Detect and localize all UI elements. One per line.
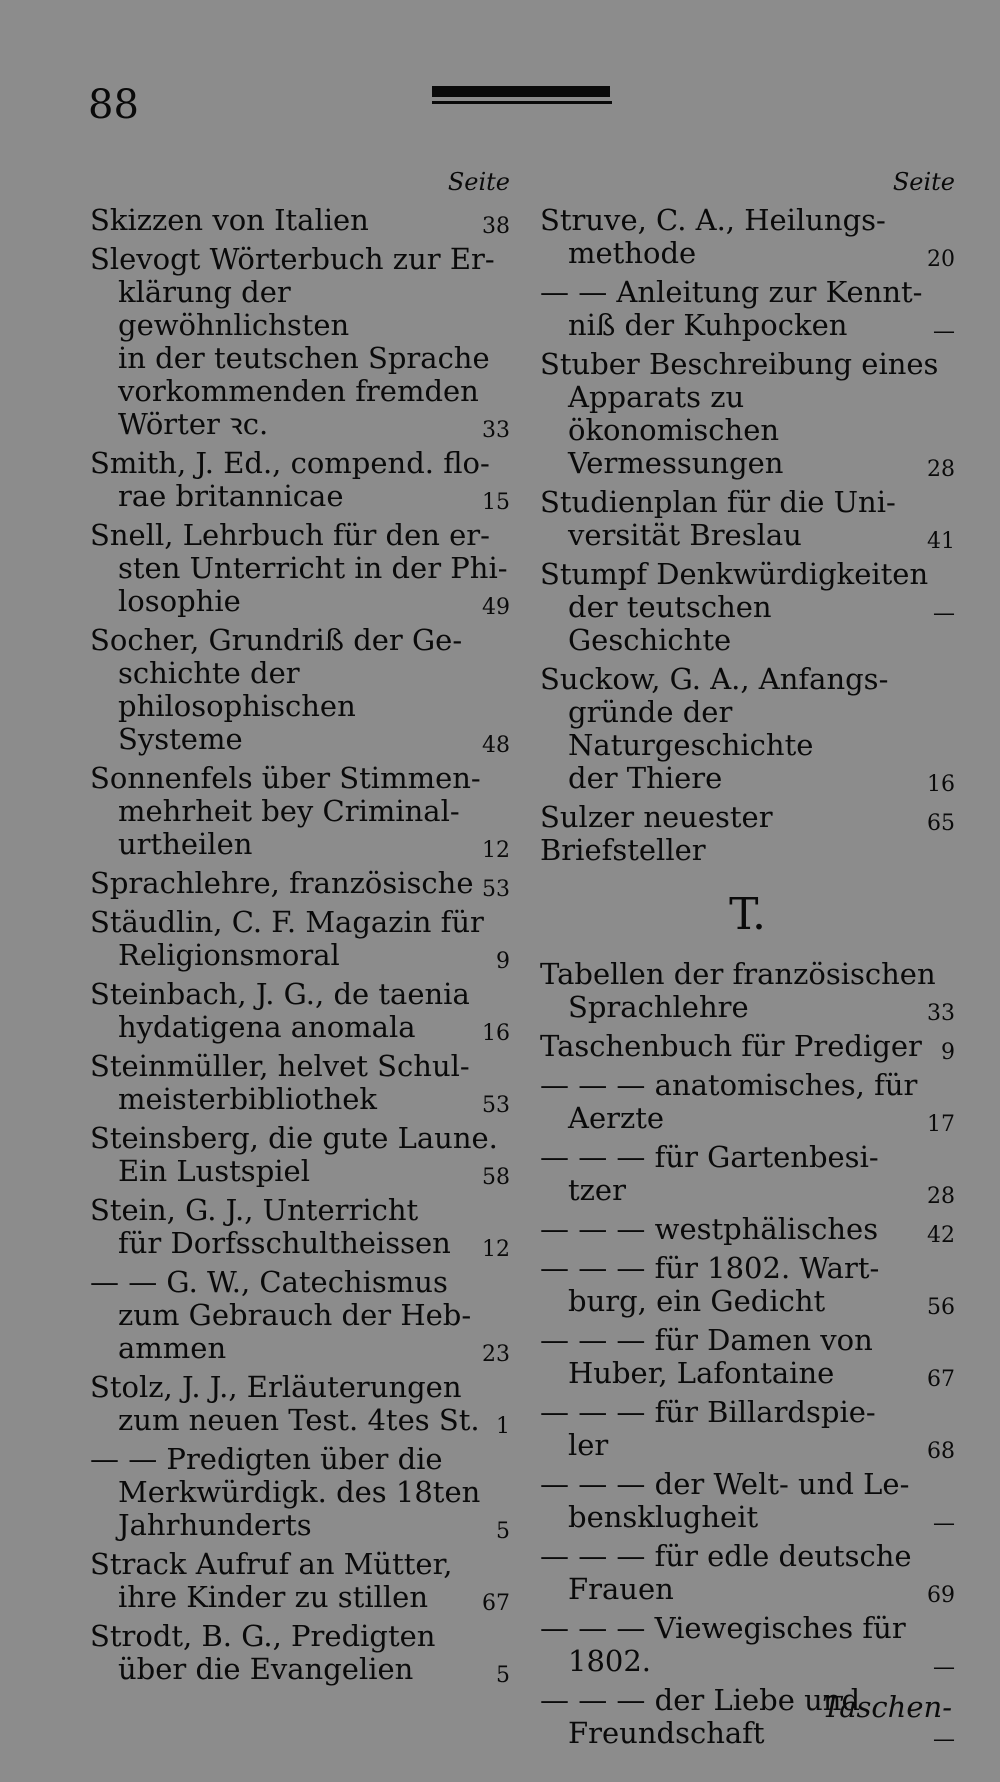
entry-page-number: 5 [496, 1519, 510, 1544]
entry-heading-line: — — — für 1802. Wart- [540, 1251, 880, 1285]
entry-page-number: 42 [927, 1223, 955, 1248]
entry-page-number: — [933, 1511, 955, 1536]
entry-continuation-line: 53 meisterbibliothek [90, 1083, 510, 1116]
index-entry [540, 663, 955, 795]
entry-heading-line: 9 Taschenbuch für Prediger [540, 1030, 955, 1063]
entry-continuation-line: sten Unterricht in der Phi- [118, 551, 508, 585]
entry-continuation-line: — niß der Kuhpocken [540, 309, 955, 342]
index-entry [90, 1266, 510, 1365]
index-entry [90, 867, 510, 900]
index-entry [90, 1620, 510, 1686]
entry-page-number: — [933, 1727, 955, 1752]
entry-continuation-line: 5 über die Evangelien [90, 1653, 510, 1686]
entry-heading-line: — — — für Gartenbesi- [540, 1140, 879, 1174]
header-ornament-rule [432, 84, 612, 108]
entry-continuation-line: 33 Sprachlehre [540, 991, 955, 1024]
entry-heading-line: 42 — — — westphälisches [540, 1213, 955, 1246]
entry-page-number: 5 [496, 1663, 510, 1688]
entry-page-number: 20 [927, 247, 955, 272]
entry-heading-line: Socher, Grundriß der Ge- [90, 623, 463, 657]
entry-page-number: 67 [482, 1591, 510, 1616]
index-entry [540, 1324, 955, 1390]
entry-heading-line: Stäudlin, C. F. Magazin für [90, 905, 484, 939]
entry-heading-line: — — Predigten über die [90, 1442, 443, 1476]
entry-heading-line: — — — für edle deutsche [540, 1539, 912, 1573]
index-entry [540, 1069, 955, 1135]
index-entry [90, 1443, 510, 1542]
index-entry [90, 204, 510, 237]
entry-page-number: 15 [482, 490, 510, 515]
entry-continuation-line: 28 tzer [540, 1174, 955, 1207]
entry-heading-line: Stolz, J. J., Erläuterungen [90, 1370, 462, 1404]
index-entry [540, 276, 955, 342]
index-entry [540, 1141, 955, 1207]
entry-heading-line: Tabellen der französischen [540, 957, 936, 991]
entry-page-number: 48 [482, 733, 510, 758]
entry-heading-line: Strodt, B. G., Predigten [90, 1619, 436, 1653]
entry-continuation-line: Merkwürdigk. des 18ten [118, 1475, 481, 1509]
entry-page-number: 16 [927, 772, 955, 797]
entry-continuation-line: vorkommenden fremden [118, 374, 479, 408]
entry-page-number: 56 [927, 1295, 955, 1320]
entry-continuation-line: in der teutschen Sprache [118, 341, 490, 375]
entry-page-number: 53 [482, 1093, 510, 1118]
entry-page-number: — [933, 1655, 955, 1680]
index-entry [90, 1548, 510, 1614]
entry-page-number: 1 [496, 1414, 510, 1439]
entry-continuation-line: schichte der philosophischen [118, 656, 356, 723]
entry-continuation-line: 1 zum neuen Test. 4tes St. [90, 1404, 510, 1437]
entry-page-number: 23 [482, 1342, 510, 1367]
index-entry [90, 1122, 510, 1188]
entry-continuation-line: zum Gebrauch der Heb- [118, 1298, 472, 1332]
entry-heading-line: — — — der Liebe und [540, 1683, 861, 1717]
index-entry [90, 906, 510, 972]
entry-continuation-line: 5 Jahrhunderts [90, 1509, 510, 1542]
entry-heading-line: Steinbach, J. G., de taenia [90, 977, 470, 1011]
entry-continuation-line: 16 der Thiere [540, 762, 955, 795]
entry-continuation-line: klärung der gewöhnlichsten [118, 275, 350, 342]
entry-heading-line: Stuber Beschreibung eines [540, 347, 939, 381]
entry-heading-line: Steinsberg, die gute Laune. [90, 1121, 498, 1155]
entry-page-number: 9 [941, 1040, 955, 1065]
entry-continuation-line: 12 urtheilen [90, 828, 510, 861]
entry-page-number: 38 [482, 214, 510, 239]
page-number: 88 [88, 82, 139, 128]
entry-continuation-line: 9 Religionsmoral [90, 939, 510, 972]
entry-page-number: — [933, 601, 955, 626]
index-entry [90, 243, 510, 441]
entry-continuation-line: 23 ammen [90, 1332, 510, 1365]
entry-heading-line: 65 Sulzer neuester Briefsteller [540, 800, 955, 867]
entry-heading-line: Snell, Lehrbuch für den er- [90, 518, 490, 552]
entry-heading-line: Steinmüller, helvet Schul- [90, 1049, 470, 1083]
entry-continuation-line: 49 losophie [90, 585, 510, 618]
entry-continuation-line: 41 versität Breslau [540, 519, 955, 552]
index-column-left [90, 168, 510, 1692]
entry-continuation-line: 33 Wörter ꝛc. [90, 408, 510, 441]
entry-page-number: 33 [482, 418, 510, 443]
index-entry [90, 519, 510, 618]
index-entry [540, 486, 955, 552]
entry-heading-line: — — — Viewegisches für [540, 1611, 906, 1645]
index-entry [540, 801, 955, 867]
index-entry [540, 204, 955, 270]
entry-page-number: — [933, 319, 955, 344]
index-entry [90, 978, 510, 1044]
entry-heading-line: Stein, G. J., Unterricht [90, 1193, 419, 1227]
index-entry [90, 762, 510, 861]
index-entry [540, 1396, 955, 1462]
index-entry [540, 1030, 955, 1063]
entry-heading-line: Smith, J. Ed., compend. flo- [90, 446, 490, 480]
index-entry [90, 1050, 510, 1116]
index-column-right [540, 168, 955, 1756]
column-header-seite: Seite [447, 168, 510, 196]
entry-continuation-line: — bensklugheit [540, 1501, 955, 1534]
entry-continuation-line: Apparats zu ökonomischen [568, 380, 780, 447]
entry-continuation-line: 67 ihre Kinder zu stillen [90, 1581, 510, 1614]
entry-continuation-line: 56 burg, ein Gedicht [540, 1285, 955, 1318]
entry-page-number: 17 [927, 1112, 955, 1137]
entry-continuation-line: gründe der Naturgeschichte [568, 695, 814, 762]
entry-heading-line: Studienplan für die Uni- [540, 485, 896, 519]
entry-continuation-line: 28 Vermessungen [540, 447, 955, 480]
entry-heading-line: — — — der Welt- und Le- [540, 1467, 910, 1501]
entry-page-number: 12 [482, 838, 510, 863]
entry-page-number: 69 [927, 1583, 955, 1608]
entry-continuation-line: 15 rae britannicae [90, 480, 510, 513]
entry-heading-line: — — G. W., Catechismus [90, 1265, 448, 1299]
entry-heading-line: 38 Skizzen von Italien [90, 204, 510, 237]
entry-continuation-line: mehrheit bey Criminal- [118, 794, 460, 828]
entry-continuation-line: — 1802. [540, 1645, 955, 1678]
index-entry [540, 1612, 955, 1678]
entry-page-number: 68 [927, 1439, 955, 1464]
entry-page-number: 12 [482, 1237, 510, 1262]
entry-continuation-line: 20 methode [540, 237, 955, 270]
entry-heading-line: Slevogt Wörterbuch zur Er- [90, 242, 495, 276]
index-entry [90, 1194, 510, 1260]
entry-continuation-line: 69 Frauen [540, 1573, 955, 1606]
index-entry [540, 1468, 955, 1534]
entry-page-number: 65 [927, 811, 955, 836]
entry-page-number: 28 [927, 1184, 955, 1209]
entry-heading-line: Suckow, G. A., Anfangs- [540, 662, 889, 696]
entry-continuation-line: 16 hydatigena anomala [90, 1011, 510, 1044]
index-entry [90, 624, 510, 756]
entry-continuation-line: — der teutschen Geschichte [568, 590, 955, 657]
entry-heading-line: — — Anleitung zur Kennt- [540, 275, 923, 309]
entry-heading-line: Struve, C. A., Heilungs- [540, 203, 886, 237]
entry-page-number: 53 [482, 877, 510, 902]
entry-page-number: 58 [482, 1165, 510, 1190]
column-header-seite: Seite [892, 168, 955, 196]
entry-heading-line: — — — anatomisches, für [540, 1068, 918, 1102]
entry-page-number: 9 [496, 949, 510, 974]
entry-heading-line: Strack Aufruf an Mütter, [90, 1547, 453, 1581]
entry-heading-line: — — — für Damen von [540, 1323, 873, 1357]
section-letter-heading: T. [729, 889, 766, 940]
entry-page-number: 33 [927, 1001, 955, 1026]
entry-continuation-line: 58 Ein Lustspiel [90, 1155, 510, 1188]
entry-page-number: 16 [482, 1021, 510, 1046]
entry-continuation-line: — Freundschaft [540, 1717, 955, 1750]
entry-page-number: 28 [927, 457, 955, 482]
index-entry [540, 1252, 955, 1318]
entry-heading-line: Sonnenfels über Stimmen- [90, 761, 481, 795]
entry-continuation-line: 68 ler [540, 1429, 955, 1462]
entry-continuation-line: 12 für Dorfsschultheissen [90, 1227, 510, 1260]
entry-page-number: 41 [927, 529, 955, 554]
index-entry [90, 447, 510, 513]
index-entry [540, 348, 955, 480]
entry-continuation-line: 17 Aerzte [540, 1102, 955, 1135]
index-entry [90, 1371, 510, 1437]
entry-heading-line: — — — für Billardspie- [540, 1395, 876, 1429]
entry-continuation-line: 67 Huber, Lafontaine [540, 1357, 955, 1390]
entry-continuation-line: 48 Systeme [90, 723, 510, 756]
entry-heading-line: 53 Sprachlehre, französische [90, 867, 510, 900]
entry-page-number: 49 [482, 595, 510, 620]
index-entry [540, 1540, 955, 1606]
entry-page-number: 67 [927, 1367, 955, 1392]
catchword: Taschen- [822, 1690, 952, 1724]
index-entry [540, 558, 955, 657]
entry-heading-line: Stumpf Denkwürdigkeiten [540, 557, 929, 591]
index-entry [540, 958, 955, 1024]
index-entry [540, 1213, 955, 1246]
